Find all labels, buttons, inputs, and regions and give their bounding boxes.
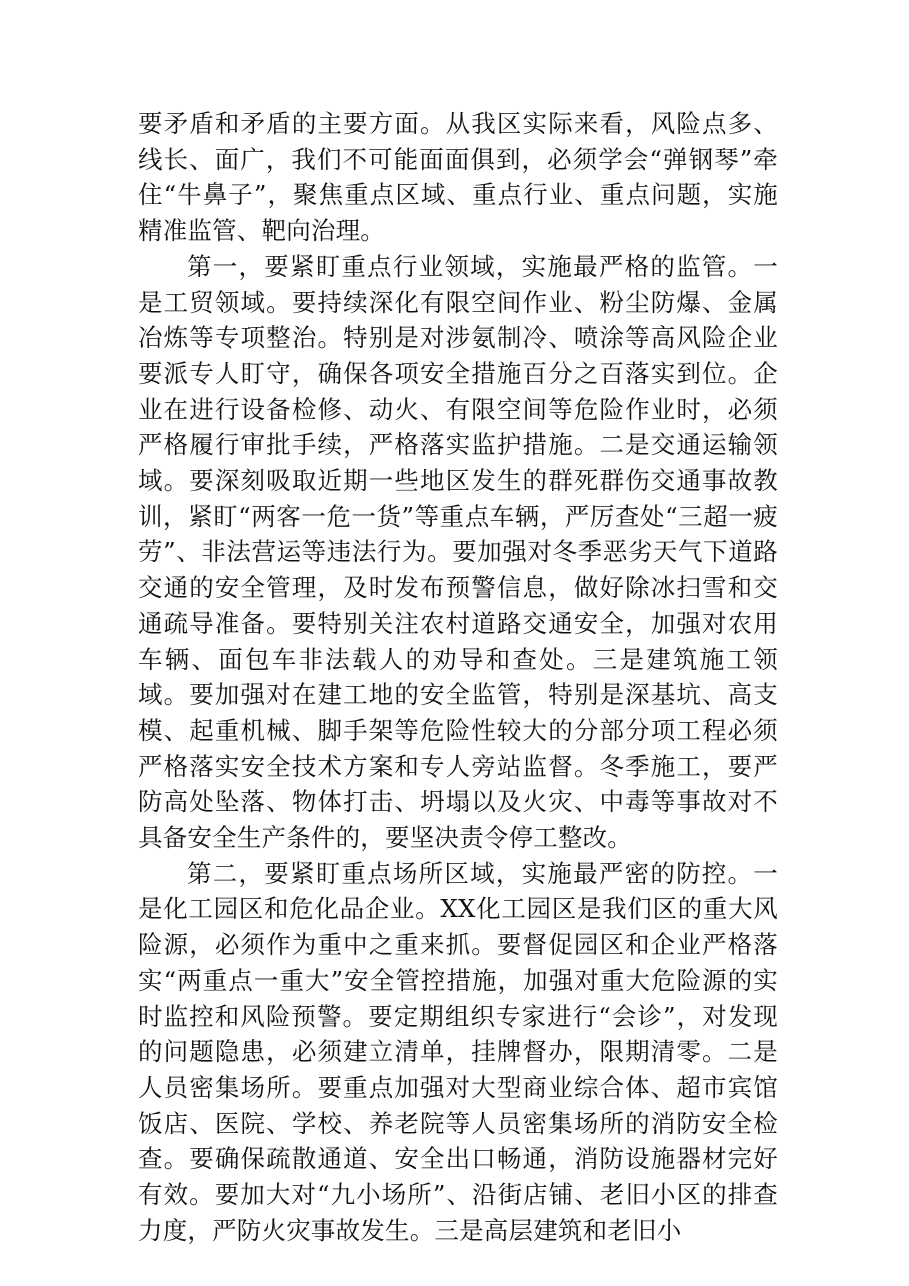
document-body bbox=[138, 106, 778, 1249]
paragraph-intro: 要矛盾和矛盾的主要方面。从我区实际来看，风险点多、线长、面广，我们不可能面面俱到，必须学会“弹钢琴”牵住“牛鼻子”，聚焦重点区域、重点行业、重点问题，实施精准监管、靶向治理。 bbox=[138, 109, 778, 246]
paragraph-second-point: 第二，要紧盯重点场所区域，实施最严密的防控。一是化工园区和危化品企业。XX化工园区是我们区的重大风险源，必须作为重中之重来抓。要督促园区和企业严格落实“两重点一重大”安全管控措施，加强对重大危险源的实时监控和风险预警。要定期组织专家进行“会诊”，对发现的问题隐患，必须建立清单，挂牌督办，限期清零。二是人员密集场所。要重点加强对大型商业综合体、超市宾馆饭店、医院、学校、养老院等人员密集场所的消防安全检查。要确保疏散通道、安全出口畅通，消防设施器材完好有效。要加大对“九小场所”、沿街店铺、老旧小区的排查力度，严防火灾事故发生。三是高层建筑和老旧小 bbox=[138, 858, 778, 1245]
paragraph-first-point: 第一，要紧盯重点行业领域，实施最严格的监管。一是工贸领域。要持续深化有限空间作业、粉尘防爆、金属冶炼等专项整治。特别是对涉氨制冷、喷涂等高风险企业要派专人盯守，确保各项安全措施百分之百落实到位。企业在进行设备检修、动火、有限空间等危险作业时，必须严格履行审批手续，严格落实监护措施。二是交通运输领域。要深刻吸取近期一些地区发生的群死群伤交通事故教训，紧盯“两客一危一货”等重点车辆，严厉查处“三超一疲劳”、非法营运等违法行为。要加强对冬季恶劣天气下道路交通的安全管理，及时发布预警信息，做好除冰扫雪和交通疏导准备。要特别关注农村道路交通安全，加强对农用车辆、面包车非法载人的劝导和查处。三是建筑施工领域。要加强对在建工地的安全监管，特别是深基坑、高支模、起重机械、脚手架等危险性较大的分部分项工程必须严格落实安全技术方案和专人旁站监督。冬季施工，要严防高处坠落、物体打击、坍塌以及火灾、中毒等事故对不具备安全生产条件的，要坚决责令停工整改。 bbox=[138, 251, 778, 853]
